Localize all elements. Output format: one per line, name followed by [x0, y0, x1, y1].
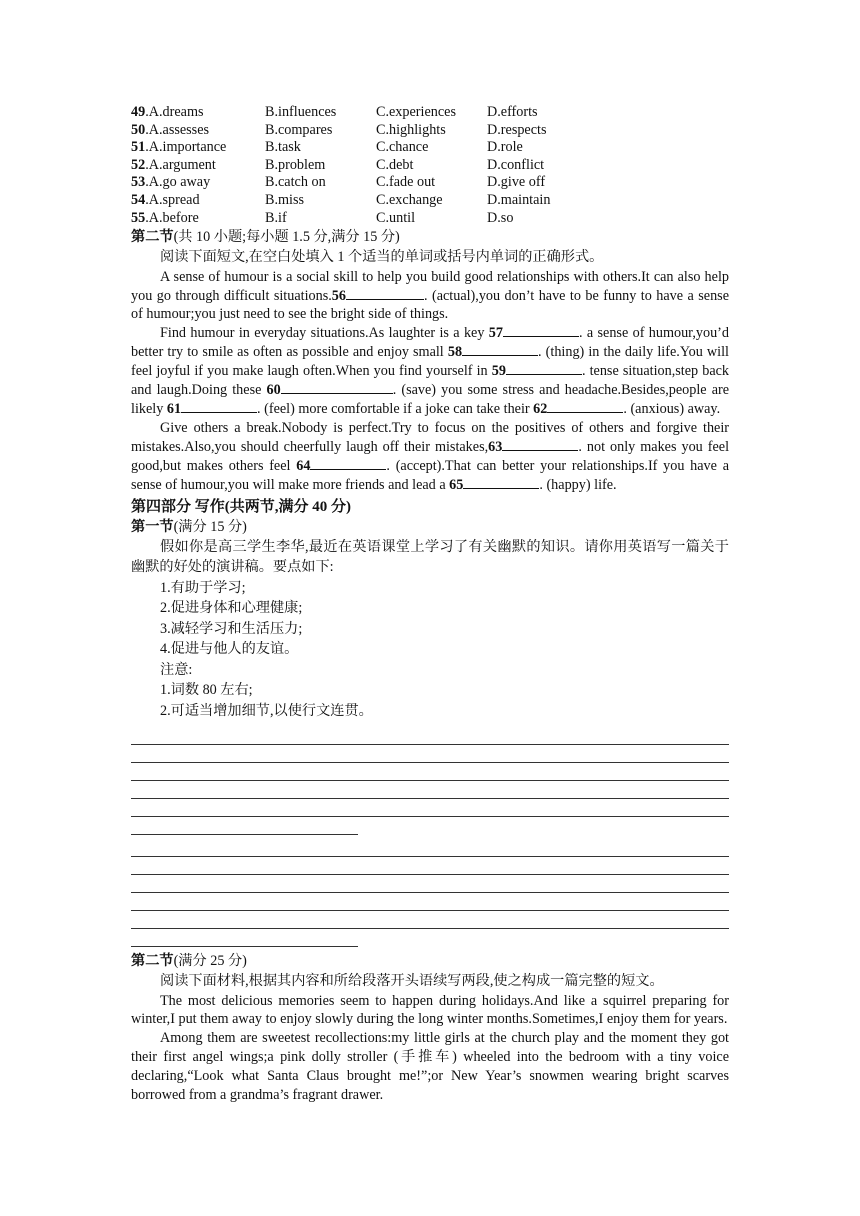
option-row-54: 54.A.spread B.miss C.exchange D.maintain: [131, 191, 551, 208]
option-b[interactable]: B.miss: [265, 191, 305, 208]
option-b[interactable]: B.compares: [265, 121, 333, 138]
option-c[interactable]: C.debt: [376, 156, 414, 173]
blank-65[interactable]: [463, 476, 539, 489]
option-a[interactable]: A.assesses: [148, 121, 210, 138]
option-row-50: 50.A.assesses B.compares C.highlights D.respects: [131, 122, 550, 140]
answer-line[interactable]: [131, 763, 729, 781]
story-paragraph-2: Among them are sweetest recollections:my little girls at the church play and the moment they got their first angel wings;a pink dolly stroller (手推车) wheeled into the bedroom with a tiny voice declaring,“Look what Santa Claus brought me!”;or New Year’s snowmen wearing bright scarves borrowed from a grandma’s fragrant drawer.: [131, 1030, 729, 1104]
blank-63[interactable]: [502, 438, 578, 451]
option-d[interactable]: D.give off: [487, 174, 546, 191]
answer-line[interactable]: [131, 839, 729, 857]
writing-section-2-heading: 第二节(满分 25 分): [131, 953, 247, 970]
blank-64[interactable]: [310, 457, 386, 470]
writing-section-1-heading: 第一节(满分 15 分): [131, 518, 247, 535]
passage-paragraph-3: Give others a break.Nobody is perfect.Try to focus on the positives of others and forgive their mistakes.Also,you should cheerfully laugh off their mistakes,63 . not only makes you feel good,but makes others feel 64 . (accept).That can better your relationships.If you have a sense of humour,you will make more friends and lead a 65 . (happy) life.: [131, 419, 730, 493]
key-point: 2.促进身体和心理健康;: [160, 600, 303, 617]
note-title: 注意:: [160, 661, 193, 678]
note-item: 1.词数 80 左右;: [160, 682, 253, 699]
key-point: 4.促进与他人的友谊。: [160, 641, 299, 658]
option-c[interactable]: C.fade out: [376, 174, 436, 191]
answer-lines-2[interactable]: [131, 839, 729, 947]
blank-59[interactable]: [506, 362, 582, 375]
option-row-53: 53.A.go away B.catch on C.fade out D.give off: [131, 174, 550, 192]
blank-56[interactable]: [346, 287, 424, 300]
option-d[interactable]: D.respects: [487, 121, 547, 138]
answer-line[interactable]: [131, 857, 729, 875]
option-row-55: 55.A.before B.if C.until D.so: [131, 210, 550, 228]
option-d[interactable]: D.conflict: [487, 156, 545, 173]
passage-paragraph-2: Find humour in everyday situations.As laughter is a key 57 . a sense of humour,you’d better try to smile as often as possible and enjoy small 58 . (thing) in the daily life.You will feel joyful if you make laugh often.When you find yourself in 59 . tense situation,step back and laugh.Doing these 60 . (save) you some stress and headache.Besides,people are likely 61 . (feel) more comfortable if a joke can take their 62 . (anxious) away.: [131, 325, 730, 417]
option-c[interactable]: C.highlights: [376, 121, 446, 138]
option-c[interactable]: C.experiences: [376, 104, 456, 120]
answer-line[interactable]: [131, 929, 358, 947]
option-row-49: 49.A.dreams B.influences C.experiences D.efforts: [131, 104, 550, 122]
section-2-heading: 第二节(共 10 小题;每小题 1.5 分,满分 15 分): [131, 229, 400, 246]
option-d[interactable]: D.efforts: [487, 104, 538, 120]
blank-61[interactable]: [181, 400, 257, 413]
answer-lines-1[interactable]: [131, 727, 729, 835]
note-item: 2.可适当增加细节,以使行文连贯。: [160, 702, 373, 719]
option-c[interactable]: C.exchange: [376, 191, 443, 208]
question-number: 55: [131, 209, 146, 226]
option-a[interactable]: A.before: [148, 209, 199, 226]
continuation-instruction: 阅读下面材料,根据其内容和所给段落开头语续写两段,使之构成一篇完整的短文。: [160, 973, 664, 990]
option-d[interactable]: D.role: [487, 139, 523, 156]
notes-list: [131, 680, 729, 721]
blank-62[interactable]: [547, 400, 623, 413]
option-c[interactable]: C.chance: [376, 139, 429, 156]
option-d[interactable]: D.so: [487, 209, 514, 226]
question-number: 49: [131, 104, 146, 120]
answer-line[interactable]: [131, 745, 729, 763]
blank-57[interactable]: [503, 324, 579, 337]
question-number: 52: [131, 156, 146, 173]
key-point: 3.减轻学习和生活压力;: [160, 620, 303, 637]
question-number: 54: [131, 191, 146, 208]
answer-line[interactable]: [131, 911, 729, 929]
answer-line[interactable]: [131, 727, 729, 745]
options-table: [131, 104, 550, 227]
option-a[interactable]: A.spread: [148, 191, 200, 208]
key-points-list: [131, 578, 729, 660]
writing-prompt: 假如你是高三学生李华,最近在英语课堂上学习了有关幽默的知识。请你用英语写一篇关于幽默的好处的演讲稿。要点如下:: [131, 538, 729, 576]
blank-58[interactable]: [462, 343, 538, 356]
option-row-51: 51.A.importance B.task C.chance D.role: [131, 139, 550, 157]
answer-line[interactable]: [131, 817, 358, 835]
key-point: 1.有助于学习;: [160, 579, 246, 596]
option-row-52: 52.A.argument B.problem C.debt D.conflict: [131, 157, 550, 175]
option-b[interactable]: B.catch on: [265, 174, 326, 191]
section-2-instruction: 阅读下面短文,在空白处填入 1 个适当的单词或括号内单词的正确形式。: [160, 249, 604, 266]
question-number: 51: [131, 139, 146, 156]
option-b[interactable]: B.problem: [265, 156, 326, 173]
option-a[interactable]: A.importance: [148, 139, 227, 156]
passage-paragraph-1: A sense of humour is a social skill to help you build good relationships with others.It can also help you go through difficult situations.56 . (actual),you don’t have to be funny to have a sense of humour;you just need to see the bright side of things.: [131, 268, 729, 323]
option-b[interactable]: B.task: [265, 139, 301, 156]
exam-page: [131, 104, 729, 1105]
option-c[interactable]: C.until: [376, 209, 416, 226]
option-d[interactable]: D.maintain: [487, 191, 551, 208]
blank-60[interactable]: [281, 381, 393, 394]
answer-line[interactable]: [131, 875, 729, 893]
part-4-heading: 第四部分 写作(共两节,满分 40 分): [131, 498, 352, 515]
option-b[interactable]: B.if: [265, 209, 287, 226]
answer-line[interactable]: [131, 799, 729, 817]
answer-line[interactable]: [131, 781, 729, 799]
option-a[interactable]: A.go away: [148, 174, 211, 191]
option-a[interactable]: A.argument: [148, 156, 216, 173]
question-number: 53: [131, 174, 146, 191]
option-b[interactable]: B.influences: [265, 104, 337, 120]
answer-line[interactable]: [131, 893, 729, 911]
question-number: 50: [131, 121, 146, 138]
story-paragraph-1: The most delicious memories seem to happen during holidays.And like a squirrel preparing for winter,I put them away to enjoy slowly during the long winter months.Sometimes,I enjoy them for years.: [131, 992, 729, 1028]
option-a[interactable]: A.dreams: [148, 104, 204, 120]
